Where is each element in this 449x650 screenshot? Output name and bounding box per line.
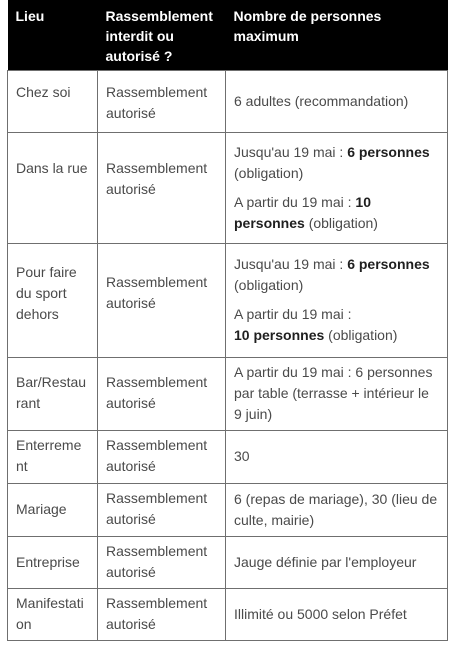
cell-lieu: Manifestation <box>8 588 98 640</box>
table-row <box>8 70 448 132</box>
cell-paragraph <box>234 91 439 112</box>
cell-text: Illimité ou 5000 selon Préfet <box>234 605 407 622</box>
cell-paragraph <box>234 142 439 184</box>
table-row <box>8 430 448 483</box>
cell-text: Jusqu'au 19 mai : <box>234 256 348 272</box>
cell-statut: Rassemblement autorisé <box>98 243 226 357</box>
cell-lieu: Enterrement <box>8 430 98 483</box>
cell-lieu: Chez soi <box>8 70 98 132</box>
cell-paragraph <box>234 254 439 296</box>
table-row <box>8 483 448 536</box>
cell-nombre <box>226 357 448 430</box>
cell-bold-text: 10 personnes <box>234 327 325 343</box>
cell-statut: Rassemblement autorisé <box>98 70 226 132</box>
cell-text: 6 (repas de mariage), 30 (lieu de culte, mairie) <box>234 490 438 528</box>
table-row <box>8 357 448 430</box>
cell-nombre <box>226 588 448 640</box>
cell-nombre <box>226 536 448 588</box>
header-nombre: Nombre de personnes maximum <box>226 0 448 70</box>
cell-text: (obligation) <box>304 214 378 231</box>
cell-text: (obligation) <box>234 164 304 181</box>
cell-paragraph <box>234 192 439 234</box>
cell-statut: Rassemblement autorisé <box>98 357 226 430</box>
cell-text: 30 <box>234 448 250 464</box>
cell-paragraph <box>234 446 439 467</box>
cell-text: (obligation) <box>234 277 304 293</box>
cell-nombre <box>226 243 448 357</box>
cell-text: A partir du 19 mai : <box>234 306 352 322</box>
table-header-row <box>8 0 448 70</box>
cell-bold-text: 10 personnes <box>234 193 371 231</box>
cell-lieu: Pour faire du sport dehors <box>8 243 98 357</box>
cell-text: Jauge définie par l'employeur <box>234 553 417 570</box>
cell-text: A partir du 19 mai : 6 personnes par table (terrasse + intérieur le 9 juin) <box>234 364 433 422</box>
cell-lieu: Dans la rue <box>8 132 98 243</box>
cell-text: A partir du 19 mai : <box>234 193 356 210</box>
table-row <box>8 536 448 588</box>
cell-paragraph <box>234 604 439 625</box>
cell-bold-text: 6 personnes <box>347 143 430 160</box>
cell-statut: Rassemblement autorisé <box>98 430 226 483</box>
cell-nombre <box>226 430 448 483</box>
cell-paragraph <box>234 362 439 425</box>
cell-text: (obligation) <box>324 327 398 343</box>
cell-text: Jusqu'au 19 mai : <box>234 143 348 160</box>
cell-nombre <box>226 483 448 536</box>
cell-text: 6 adultes (recommandation) <box>234 92 409 109</box>
cell-nombre <box>226 132 448 243</box>
table-row <box>8 132 448 243</box>
cell-nombre <box>226 70 448 132</box>
cell-paragraph <box>234 304 439 346</box>
cell-statut: Rassemblement autorisé <box>98 536 226 588</box>
cell-bold-text: 6 personnes <box>347 256 430 272</box>
header-rassemblement: Rassemblement interdit ou autorisé ? <box>98 0 226 70</box>
table-row <box>8 243 448 357</box>
cell-statut: Rassemblement autorisé <box>98 483 226 536</box>
cell-lieu: Entreprise <box>8 536 98 588</box>
restrictions-table-container <box>7 0 447 641</box>
cell-statut: Rassemblement autorisé <box>98 588 226 640</box>
table-row <box>8 588 448 640</box>
cell-lieu: Bar/Restaurant <box>8 357 98 430</box>
restrictions-table <box>7 0 448 641</box>
cell-lieu: Mariage <box>8 483 98 536</box>
cell-statut: Rassemblement autorisé <box>98 132 226 243</box>
cell-paragraph <box>234 489 439 531</box>
header-lieu: Lieu <box>8 0 98 70</box>
cell-paragraph <box>234 552 439 573</box>
